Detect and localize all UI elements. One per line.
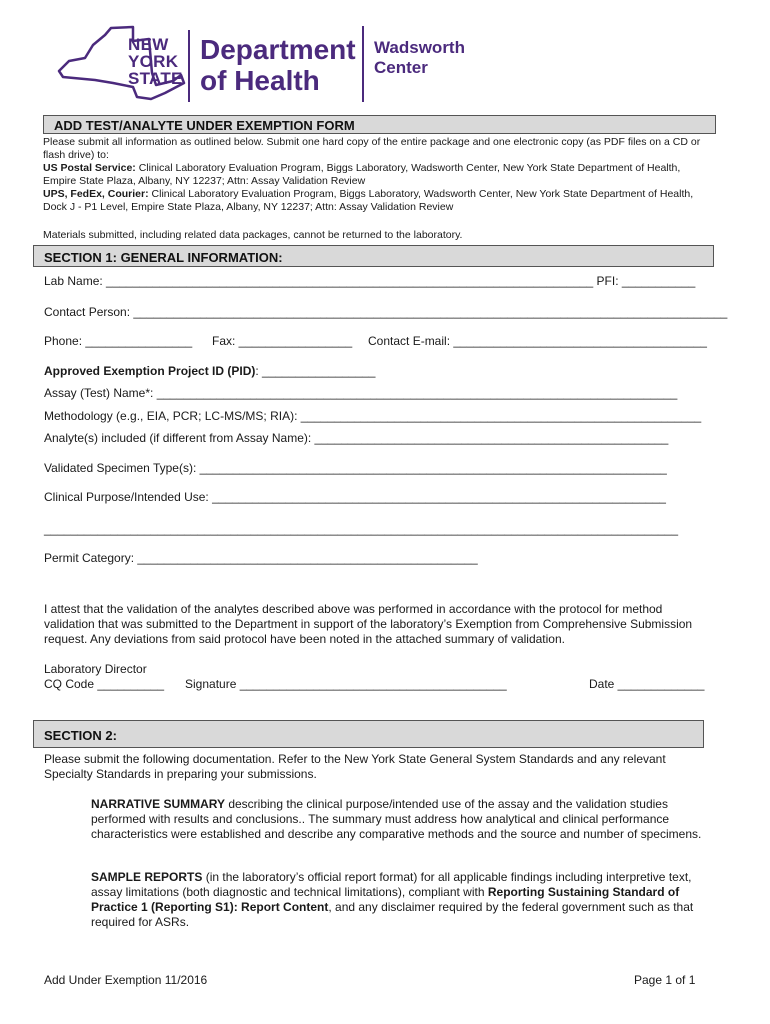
cq-code-field[interactable]: CQ Code __________ (44, 677, 165, 691)
footer-page-number: Page 1 of 1 (634, 973, 696, 987)
sample-text-1: (in the laboratory’s official report format) for all applicable findings including interpretive text, assay limitations (both diagnostic and technical limitations), compliant with (91, 870, 692, 899)
date-field[interactable]: Date _____________ (589, 677, 705, 691)
lab-name-field[interactable]: Lab Name: _________________________________________________________________________ PFI: ___________ (44, 274, 696, 288)
footer-form-id: Add Under Exemption 11/2016 (44, 973, 208, 987)
narrative-text: describing the clinical purpose/intended use of the assay and the validation studies performed with results and conclusions.. The summary must address how analytical and clinical performance characteristics were established and describe any comparative methods and the source and number of specimens. (91, 797, 702, 841)
materials-note: Materials submitted, including related data packages, cannot be returned to the laboratory. (43, 229, 463, 241)
ny-word-line: NEW (128, 35, 169, 54)
section2-intro: Please submit the following documentation. Refer to the New York State General System Standards and any relevant Specialty Standards in preparing your submissions. (44, 752, 666, 781)
pid-label: Approved Exemption Project ID (PID) (44, 364, 256, 378)
ups-label: UPS, FedEx, Courier: (43, 188, 149, 200)
permit-category-field[interactable]: Permit Category: ___________________________________________________ (44, 551, 478, 565)
usps-text: Clinical Laboratory Evaluation Program, Biggs Laboratory, Wadsworth Center, New York State Department of Health, Empire State Plaza, Albany, NY 12237; Attn: Assay Validation Review (43, 162, 681, 187)
contact-person-field[interactable]: Contact Person: _________________________________________________________________________________________ (44, 305, 728, 319)
clinical-purpose-continuation[interactable]: _______________________________________________________________________________________________ (44, 522, 679, 536)
signature-field[interactable]: Signature ________________________________________ (185, 677, 507, 691)
ny-word-line: STATE (128, 69, 183, 88)
dept-line: Department (200, 34, 356, 65)
wadsworth-center-title (374, 38, 465, 78)
lab-director-label: Laboratory Director (44, 662, 147, 676)
usps-label: US Postal Service: (43, 162, 136, 174)
ups-text: Clinical Laboratory Evaluation Program, Biggs Laboratory, Wadsworth Center, New York State Department of Health, Dock J - P1 Level, Empire State Plaza, Albany, NY 12237; Attn: Assay Validation Review (43, 188, 694, 213)
fax-field[interactable]: Fax: _________________ (212, 334, 353, 348)
section2-title: SECTION 2: (44, 728, 117, 743)
sample-text-2: , and any disclaimer required by the federal government such as that required for ASRs. (91, 900, 694, 929)
form-title (43, 115, 716, 134)
ny-word-line: YORK (128, 52, 179, 71)
usps-address (43, 162, 713, 188)
dept-line: of Health (200, 65, 320, 96)
pid-blank: : _________________ (255, 364, 376, 378)
sample-label: SAMPLE REPORTS (91, 870, 203, 884)
phone-field[interactable]: Phone: ________________ (44, 334, 193, 348)
assay-name-field[interactable]: Assay (Test) Name*: ______________________________________________________________________________ (44, 386, 678, 400)
section2-header (33, 720, 704, 748)
center-line: Center (374, 58, 428, 77)
narrative-label: NARRATIVE SUMMARY (91, 797, 225, 811)
methodology-field[interactable]: Methodology (e.g., EIA, PCR; LC-MS/MS; RIA): ____________________________________________________________ (44, 409, 702, 423)
specimen-type-field[interactable]: Validated Specimen Type(s): ______________________________________________________________________ (44, 461, 667, 475)
sample-bold-reference: Reporting Sustaining Standard of Practice 1 (Reporting S1): Report Content (91, 885, 680, 914)
sample-reports-item (91, 870, 723, 930)
section1-title: SECTION 1: GENERAL INFORMATION: (44, 250, 283, 265)
attestation-text: I attest that the validation of the analytes described above was performed in accordance with the protocol for method validation that was submitted to the Department in support of the laboratory’s Exemption from Comprehensive Submission request. Any deviations from said protocol have been noted in the attached summary of validation. (44, 602, 693, 646)
narrative-summary-item (91, 797, 711, 842)
form-title-text: ADD TEST/ANALYTE UNDER EXEMPTION FORM (54, 118, 355, 133)
center-line: Wadsworth (374, 38, 465, 57)
ups-address (43, 188, 713, 214)
logo-divider-2 (362, 26, 364, 102)
contact-email-field[interactable]: Contact E-mail: ______________________________________ (368, 334, 707, 348)
submission-instructions (43, 136, 713, 214)
clinical-purpose-field[interactable]: Clinical Purpose/Intended Use: ____________________________________________________________________ (44, 490, 666, 504)
ny-state-wordmark (128, 36, 183, 87)
analytes-field[interactable]: Analyte(s) included (if different from Assay Name): _____________________________________________________ (44, 431, 669, 445)
section1-header (33, 245, 714, 267)
logo-divider (188, 30, 190, 102)
department-of-health-title (200, 34, 356, 96)
pid-field[interactable] (44, 364, 375, 378)
intro-text: Please submit all information as outlined below. Submit one hard copy of the entire package and one electronic copy (as PDF files on a CD or flash drive) to: (43, 136, 701, 161)
